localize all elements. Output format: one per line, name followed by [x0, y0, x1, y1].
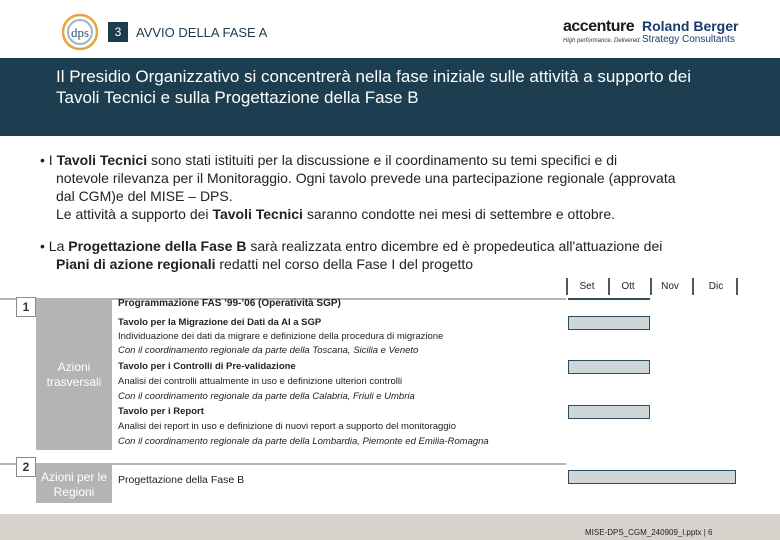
- item-2-desc: Analisi dei controlli attualmente in uso e definizione ulteriori controlli: [118, 376, 403, 387]
- roland-berger-logo: Roland Berger: [642, 18, 739, 34]
- roland-berger-subtitle: Strategy Consultants: [642, 34, 735, 45]
- gantt-bar-fase-b: [568, 470, 736, 484]
- section-2-title: Progettazione della Fase B: [118, 474, 245, 486]
- gantt-bar-item-1: [568, 316, 650, 330]
- footer-file-label: MISE-DPS_CGM_240909_l.pptx | 6: [585, 528, 713, 537]
- item-1-desc: Individuazione dei dati da migrare e definizione della procedura di migrazione: [118, 331, 444, 342]
- month-set: Set: [579, 281, 595, 292]
- bullet-1-line-4: Le attività a supporto dei Tavoli Tecnici saranno condotte nei mesi di settembre e ottobre.: [56, 206, 616, 222]
- slide-title: Il Presidio Organizzativo si concentrerà nella fase iniziale sulle attività a supporto dei Tavoli Tecnici e sulla Progettazione della Fase B: [56, 67, 691, 107]
- section-1-title: Programmazione FAS ’99-’06 (Operatività SGP): [118, 298, 341, 309]
- month-ott: Ott: [621, 281, 635, 292]
- section-title: AVVIO DELLA FASE A: [136, 25, 268, 40]
- bullet-1-line-3: dal CGM)e del MISE – DPS.: [56, 188, 233, 204]
- item-3-title: Tavolo per i Report: [118, 406, 204, 417]
- item-2-title: Tavolo per i Controlli di Pre-validazione: [118, 361, 296, 372]
- section-1-number: 1: [16, 297, 36, 317]
- bullet-1-line-1: • I Tavoli Tecnici sono stati istituiti per la discussione e il coordinamento su temi specifici e di: [40, 152, 618, 168]
- gantt-bar-item-3: [568, 405, 650, 419]
- item-1-note: Con il coordinamento regionale da parte della Toscana, Sicilia e Veneto: [118, 345, 419, 356]
- month-dic: Dic: [708, 281, 724, 292]
- item-3-note: Con il coordinamento regionale da parte della Lombardia, Piemonte ed Emilia-Romagna: [118, 436, 489, 447]
- section-1-label: Azioni trasversali: [46, 360, 102, 389]
- item-1-title: Tavolo per la Migrazione dei Dati da AI a SGP: [118, 317, 322, 328]
- gantt-bar-item-2: [568, 360, 650, 374]
- bullet-2-line-1: • La Progettazione della Fase B sarà realizzata entro dicembre ed è propedeutica all'attuazione dei: [40, 238, 663, 254]
- accenture-logo: accenture: [563, 18, 635, 35]
- month-nov: Nov: [661, 281, 679, 292]
- section-2-number: 2: [16, 457, 36, 477]
- bullet-1-line-2: notevole rilevanza per il Monitoraggio. Ogni tavolo prevede una partecipazione regionale (approvata: [56, 170, 676, 186]
- bullet-2-line-2: Piani di azione regionali redatti nel corso della Fase I del progetto: [56, 256, 474, 272]
- section-number-badge: 3: [108, 22, 128, 42]
- accenture-tagline: High performance. Delivered.: [563, 38, 642, 44]
- svg-text:dps: dps: [70, 25, 90, 40]
- gantt-bar-programmazione: [568, 298, 650, 300]
- section-2-label: Azioni per le Regioni: [40, 470, 108, 499]
- item-2-note: Con il coordinamento regionale da parte della Calabria, Friuli e Umbria: [118, 391, 415, 402]
- dps-logo: [62, 14, 98, 50]
- item-3-desc: Analisi dei report in uso e definizione di nuovi report a supporto del monitoraggio: [118, 421, 456, 432]
- month-divider: [736, 278, 738, 295]
